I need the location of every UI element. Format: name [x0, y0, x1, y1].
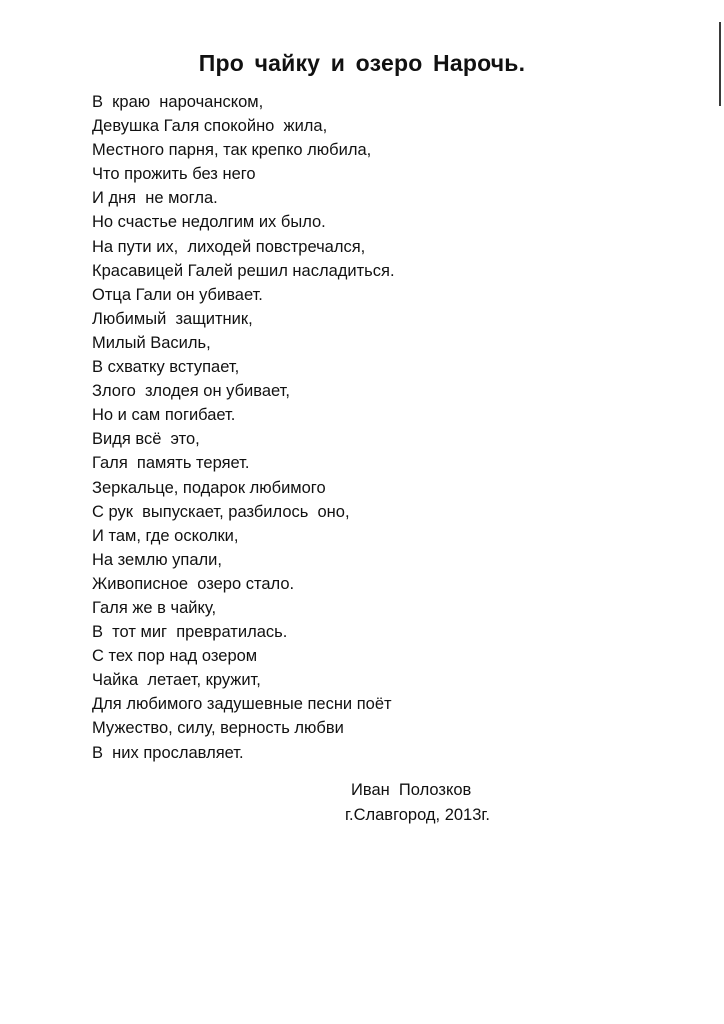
poem-line: Живописное озеро стало.: [92, 574, 295, 593]
poem-line: В краю нарочанском,: [92, 93, 264, 111]
poem-line: Видя всё это,: [92, 430, 200, 449]
poem-line: Но и сам погибает.: [92, 406, 236, 425]
poem-line: Отца Гали он убивает.: [92, 285, 263, 304]
poem-line: Но счастье недолгим их было.: [92, 213, 326, 232]
poem-line: Галя память теряет.: [92, 454, 250, 473]
poem-line: Что прожить без него: [92, 165, 256, 184]
author-name: Иван Полозков: [351, 781, 472, 799]
poem-line: Милый Василь,: [92, 333, 211, 352]
poem-line: Местного парня, так крепко любила,: [92, 141, 372, 160]
signature-block: [341, 778, 490, 828]
poem-line: Галя же в чайку,: [92, 598, 217, 617]
poem-line: С рук выпускает, разбилось оно,: [92, 502, 350, 521]
poem-line: Мужество, силу, верность любви: [92, 719, 344, 738]
place-and-date: г.Славгород, 2013г.: [345, 806, 490, 824]
poem-line: Девушка Галя спокойно жила,: [92, 117, 328, 136]
poem-line: С тех пор над озером: [92, 647, 258, 666]
poem-line: На пути их, лиходей повстречался,: [92, 237, 366, 256]
poem-line: В схватку вступает,: [92, 358, 240, 377]
poem-line: Для любимого задушевные песни поёт: [92, 695, 392, 714]
poem-line: В тот миг превратилась.: [92, 623, 288, 642]
poem-title: Про чайку и озеро Нарочь.: [198, 50, 526, 76]
poem-line: Чайка летает, кружит,: [92, 671, 261, 690]
poem-line: И дня не могла.: [92, 189, 218, 208]
poem-line: Злого злодея он убивает,: [92, 382, 290, 401]
poem-line: На землю упали,: [92, 550, 222, 569]
poem-line: Красавицей Галей решил насладиться.: [92, 261, 395, 280]
poem-body: [92, 90, 395, 765]
poem-line: И там, где осколки,: [92, 526, 239, 545]
poem-line: Зеркальце, подарок любимого: [92, 478, 326, 497]
poem-line: Любимый защитник,: [92, 309, 253, 328]
poem-line: В них прославляет.: [92, 743, 244, 762]
